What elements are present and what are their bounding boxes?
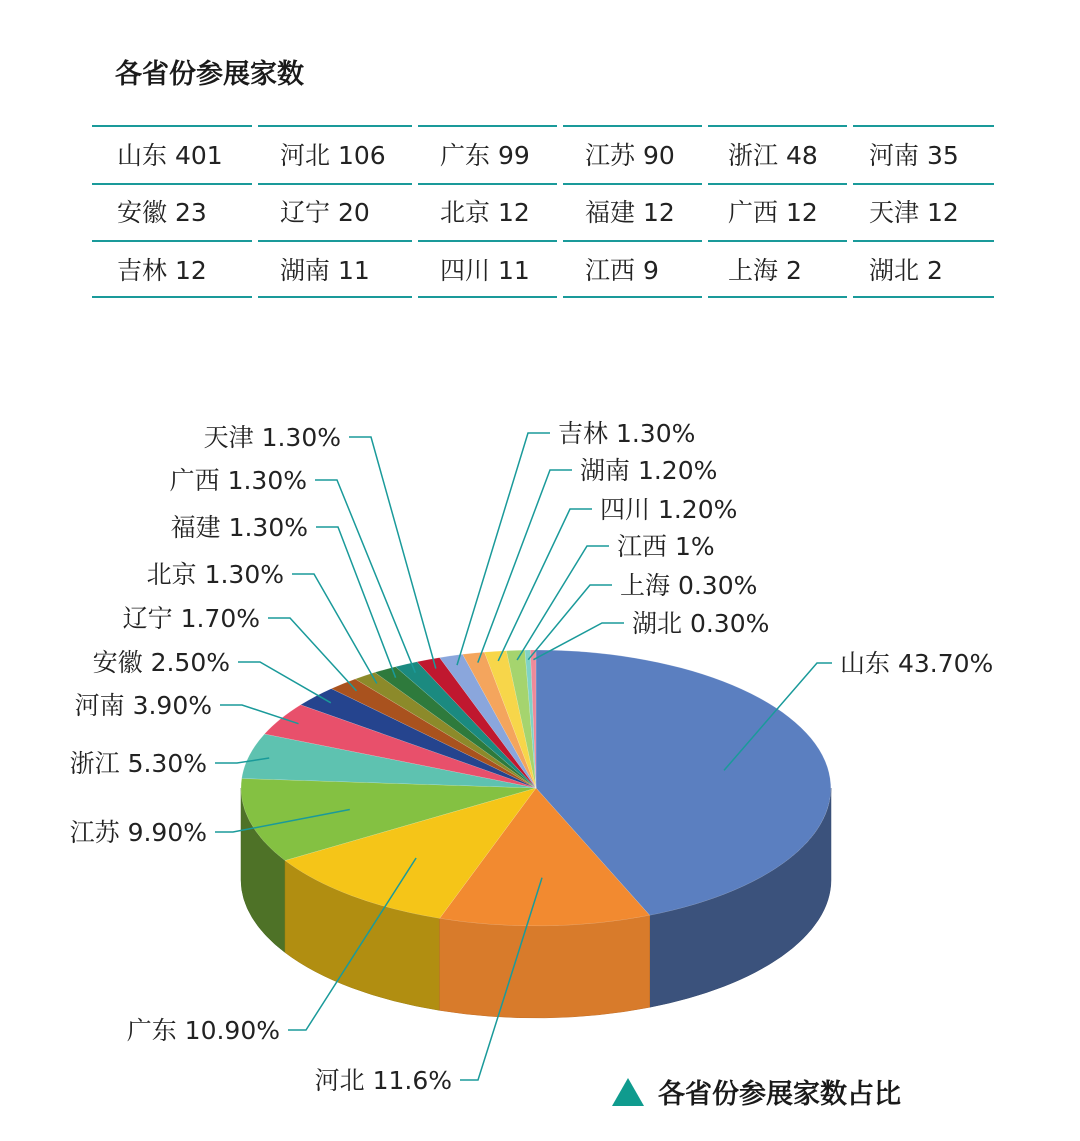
leader-line-江西 <box>517 546 609 660</box>
table-row <box>92 240 1000 298</box>
slice-label-安徽: 安徽 2.50% <box>92 648 230 677</box>
table-cell: 安徽 23 <box>92 183 258 241</box>
slice-label-广西: 广西 1.30% <box>169 466 307 495</box>
table-title: 各省份参展家数 <box>115 59 304 90</box>
slice-label-上海: 上海 0.30% <box>620 571 758 600</box>
slice-label-江苏: 江苏 9.90% <box>69 818 207 847</box>
province-count-table <box>92 125 1000 298</box>
slice-label-吉林: 吉林 1.30% <box>558 419 696 448</box>
triangle-up-icon <box>612 1078 644 1106</box>
slice-label-北京: 北京 1.30% <box>146 560 284 589</box>
table-cell: 湖南 11 <box>258 240 418 298</box>
table-cell: 北京 12 <box>418 183 563 241</box>
table-cell: 广东 99 <box>418 125 563 183</box>
slice-label-天津: 天津 1.30% <box>203 423 341 452</box>
table-cell: 河南 35 <box>853 125 1000 183</box>
slice-label-四川: 四川 1.20% <box>600 495 738 524</box>
slice-label-辽宁: 辽宁 1.70% <box>122 604 260 633</box>
slice-label-福建: 福建 1.30% <box>170 513 308 542</box>
slice-label-河南: 河南 3.90% <box>74 691 212 720</box>
table-cell: 辽宁 20 <box>258 183 418 241</box>
chart-caption <box>612 1072 901 1111</box>
table-row <box>92 183 1000 241</box>
slice-label-江西: 江西 1% <box>617 532 715 561</box>
leader-line-天津 <box>349 437 436 669</box>
table-cell: 上海 2 <box>708 240 853 298</box>
table-cell: 天津 12 <box>853 183 1000 241</box>
table-cell: 福建 12 <box>563 183 708 241</box>
slice-label-山东: 山东 43.70% <box>840 649 994 678</box>
table-cell: 广西 12 <box>708 183 853 241</box>
slice-label-广东: 广东 10.90% <box>126 1016 280 1045</box>
table-cell: 江苏 90 <box>563 125 708 183</box>
table-cell: 山东 401 <box>92 125 258 183</box>
slice-label-河北: 河北 11.6% <box>314 1066 452 1095</box>
slice-label-湖北: 湖北 0.30% <box>632 609 770 638</box>
slice-label-浙江: 浙江 5.30% <box>69 749 207 778</box>
table-cell: 四川 11 <box>418 240 563 298</box>
pie-side-河北 <box>440 915 650 1018</box>
table-cell: 吉林 12 <box>92 240 258 298</box>
table-cell: 湖北 2 <box>853 240 1000 298</box>
table-cell: 江西 9 <box>563 240 708 298</box>
table-cell: 浙江 48 <box>708 125 853 183</box>
slice-label-湖南: 湖南 1.20% <box>580 456 718 485</box>
table-cell: 河北 106 <box>258 125 418 183</box>
leader-line-福建 <box>316 527 396 678</box>
leader-line-湖南 <box>478 470 572 663</box>
leader-line-辽宁 <box>268 618 357 691</box>
table-row <box>92 125 1000 183</box>
leader-line-广西 <box>315 480 415 673</box>
caption-text: 各省份参展家数占比 <box>658 1079 901 1110</box>
